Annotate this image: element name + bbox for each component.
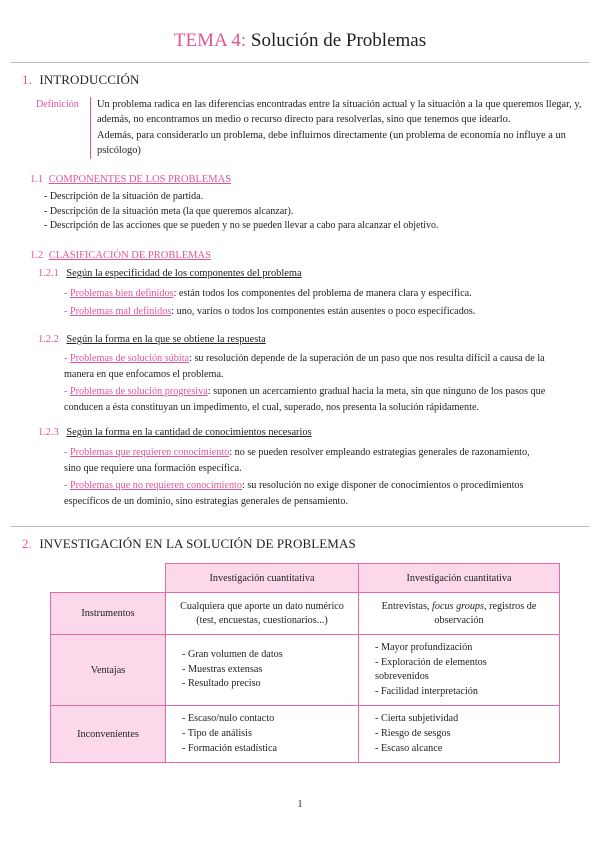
list-item: - Descripción de la situación meta (la que queremos alcanzar). bbox=[44, 205, 294, 217]
term-description: : su resolución no exige disponer de conocimientos o procedimientos específicos de un dominio, sino estrategias generales de pensamiento. bbox=[64, 480, 524, 507]
section-number: 2. bbox=[22, 536, 32, 551]
row-header: Instrumentos bbox=[51, 593, 166, 635]
term: Problemas bien definidos bbox=[69, 288, 174, 299]
term-description: : no se pueden resolver empleando estrategias generales de razonamiento, sino que requiere una formación específica. bbox=[64, 447, 530, 474]
group-title: Según la especificidad de los componentes del problema bbox=[66, 268, 302, 279]
list-item: - Problemas que requieren conocimiento: no se pueden resolver empleando estrategias generales de razonamiento, sino que requiere una formación específica. bbox=[64, 447, 530, 474]
definition-text bbox=[97, 98, 585, 160]
term-description: : su resolución depende de la superación de un paso que nos resulta difícil a causa de la manera en que enfocamos el problema. bbox=[64, 353, 545, 380]
title-text: Solución de Problemas bbox=[250, 30, 427, 51]
section-number: 1. bbox=[22, 72, 32, 87]
cell-line: - Escaso/nulo contacto bbox=[182, 713, 275, 725]
divider bbox=[10, 526, 590, 527]
row-header: Inconvenientes bbox=[51, 706, 166, 763]
subsection-title: COMPONENTES DE LOS PROBLEMAS bbox=[48, 174, 232, 185]
definition-label: Definición bbox=[36, 99, 79, 110]
cell-line: observación bbox=[434, 614, 484, 626]
term: Problemas mal definidos bbox=[69, 306, 172, 317]
list-item: - Descripción de las acciones que se pueden y no se pueden llevar a cabo para alcanzar el objetivo. bbox=[44, 220, 439, 232]
subsection-heading bbox=[30, 250, 211, 261]
page-title bbox=[0, 30, 600, 52]
section-heading bbox=[22, 536, 356, 552]
term: Problemas que no requieren conocimiento bbox=[69, 480, 242, 491]
group-number: 1.2.1 bbox=[38, 268, 59, 279]
section-title: INTRODUCCIÓN bbox=[39, 72, 140, 87]
subsection-number: 1.1 bbox=[30, 174, 44, 185]
cell-line: Cualquiera que aporte un dato numérico bbox=[180, 600, 344, 612]
list-item: - Problemas mal definidos: uno, varios o todos los componentes están ausentes o poco especificados. bbox=[64, 306, 476, 317]
cell-line: - Resultado preciso bbox=[182, 678, 261, 690]
cell-text: Entrevistas, bbox=[381, 600, 433, 612]
term-description: : están todos los componentes del problema de manera clara y específica. bbox=[173, 288, 472, 299]
cell-line: - Tipo de análisis bbox=[182, 727, 252, 739]
divider bbox=[10, 62, 590, 63]
list-item: - Problemas bien definidos: están todos los componentes del problema de manera clara y específica. bbox=[64, 288, 472, 299]
group-heading bbox=[38, 334, 266, 345]
group-title: Según la forma en la cantidad de conocimientos necesarios bbox=[66, 427, 312, 438]
definition-paragraph: Además, para considerarlo un problema, debe influirnos directamente (un problema de economía no influye a un psicólogo) bbox=[97, 130, 566, 156]
subsection-title: CLASIFICACIÓN DE PROBLEMAS bbox=[48, 250, 211, 261]
table-cell bbox=[166, 635, 359, 706]
table-cell bbox=[359, 593, 560, 635]
column-header: Investigación cuantitativa bbox=[359, 564, 560, 593]
list-item: - Problemas de solución progresiva: suponen un acercamiento gradual hacia la meta, sin que ninguno de los pasos que conducen a ésta constituyan un impedimento, el cual, superado, nos presenta la solución rápidamente. bbox=[64, 386, 546, 413]
group-title: Según la forma en la que se obtiene la respuesta bbox=[66, 334, 266, 345]
subsection-number: 1.2 bbox=[30, 250, 44, 261]
components-list bbox=[44, 190, 439, 234]
term-description: : suponen un acercamiento gradual hacia la meta, sin que ninguno de los pasos que conducen a ésta constituyan un impedimento, el cual, superado, nos presenta la solución rápidamente. bbox=[64, 386, 546, 413]
cell-line: (test, encuestas, cuestionarios...) bbox=[196, 614, 328, 626]
group-number: 1.2.3 bbox=[38, 427, 59, 438]
cell-line: - Mayor profundización bbox=[375, 642, 473, 653]
cell-line: - Escaso alcance bbox=[375, 742, 443, 754]
page-number: 1 bbox=[297, 799, 303, 810]
group-heading bbox=[38, 268, 302, 279]
cell-line: - Riesgo de sesgos bbox=[375, 727, 451, 739]
group-number: 1.2.2 bbox=[38, 334, 59, 345]
section-heading bbox=[22, 72, 139, 88]
term: Problemas de solución súbita bbox=[69, 353, 190, 364]
cell-line: - Formación estadística bbox=[182, 742, 278, 754]
column-header: Investigación cuantitativa bbox=[166, 564, 359, 593]
table-cell bbox=[359, 706, 560, 763]
table-cell bbox=[166, 706, 359, 763]
table-cell bbox=[359, 635, 560, 706]
cell-line: - Gran volumen de datos bbox=[182, 649, 283, 661]
cell-line: - Facilidad interpretación bbox=[375, 685, 478, 697]
research-table bbox=[50, 563, 560, 763]
cell-text-italic: focus groups bbox=[432, 600, 484, 612]
table-cell bbox=[166, 593, 359, 635]
definition-paragraph: Un problema radica en las diferencias encontradas entre la situación actual y la situación a la que queremos llegar, y, además, no encontramos un medio o recurso directo para resolverlas, sino que tenemos que idearlo. bbox=[97, 99, 582, 125]
term: Problemas de solución progresiva bbox=[69, 386, 208, 397]
section-title: INVESTIGACIÓN EN LA SOLUCIÓN DE PROBLEMAS bbox=[39, 536, 356, 551]
group-heading bbox=[38, 427, 312, 438]
subsection-heading bbox=[30, 174, 231, 185]
definition-bar bbox=[90, 97, 91, 159]
cell-line bbox=[365, 600, 553, 614]
cell-line: - Cierta subjetividad bbox=[375, 713, 459, 725]
cell-line: - Muestras extensas bbox=[182, 663, 263, 675]
cell-text: , registros de bbox=[484, 600, 537, 612]
list-item: - Problemas de solución súbita: su resolución depende de la superación de un paso que nos resulta difícil a causa de la manera en que enfocamos el problema. bbox=[64, 353, 545, 380]
list-item: - Descripción de la situación de partida. bbox=[44, 191, 204, 202]
term: Problemas que requieren conocimiento bbox=[69, 447, 230, 458]
row-header: Ventajas bbox=[51, 635, 166, 706]
cell-line: - Exploración de elementos sobrevenidos bbox=[375, 656, 487, 683]
title-prefix: TEMA 4: bbox=[173, 30, 247, 51]
list-item: - Problemas que no requieren conocimiento: su resolución no exige disponer de conocimientos o procedimientos específicos de un dominio, sino estrategias generales de pensamiento. bbox=[64, 480, 524, 507]
term-description: : uno, varios o todos los componentes están ausentes o poco especificados. bbox=[171, 306, 476, 317]
